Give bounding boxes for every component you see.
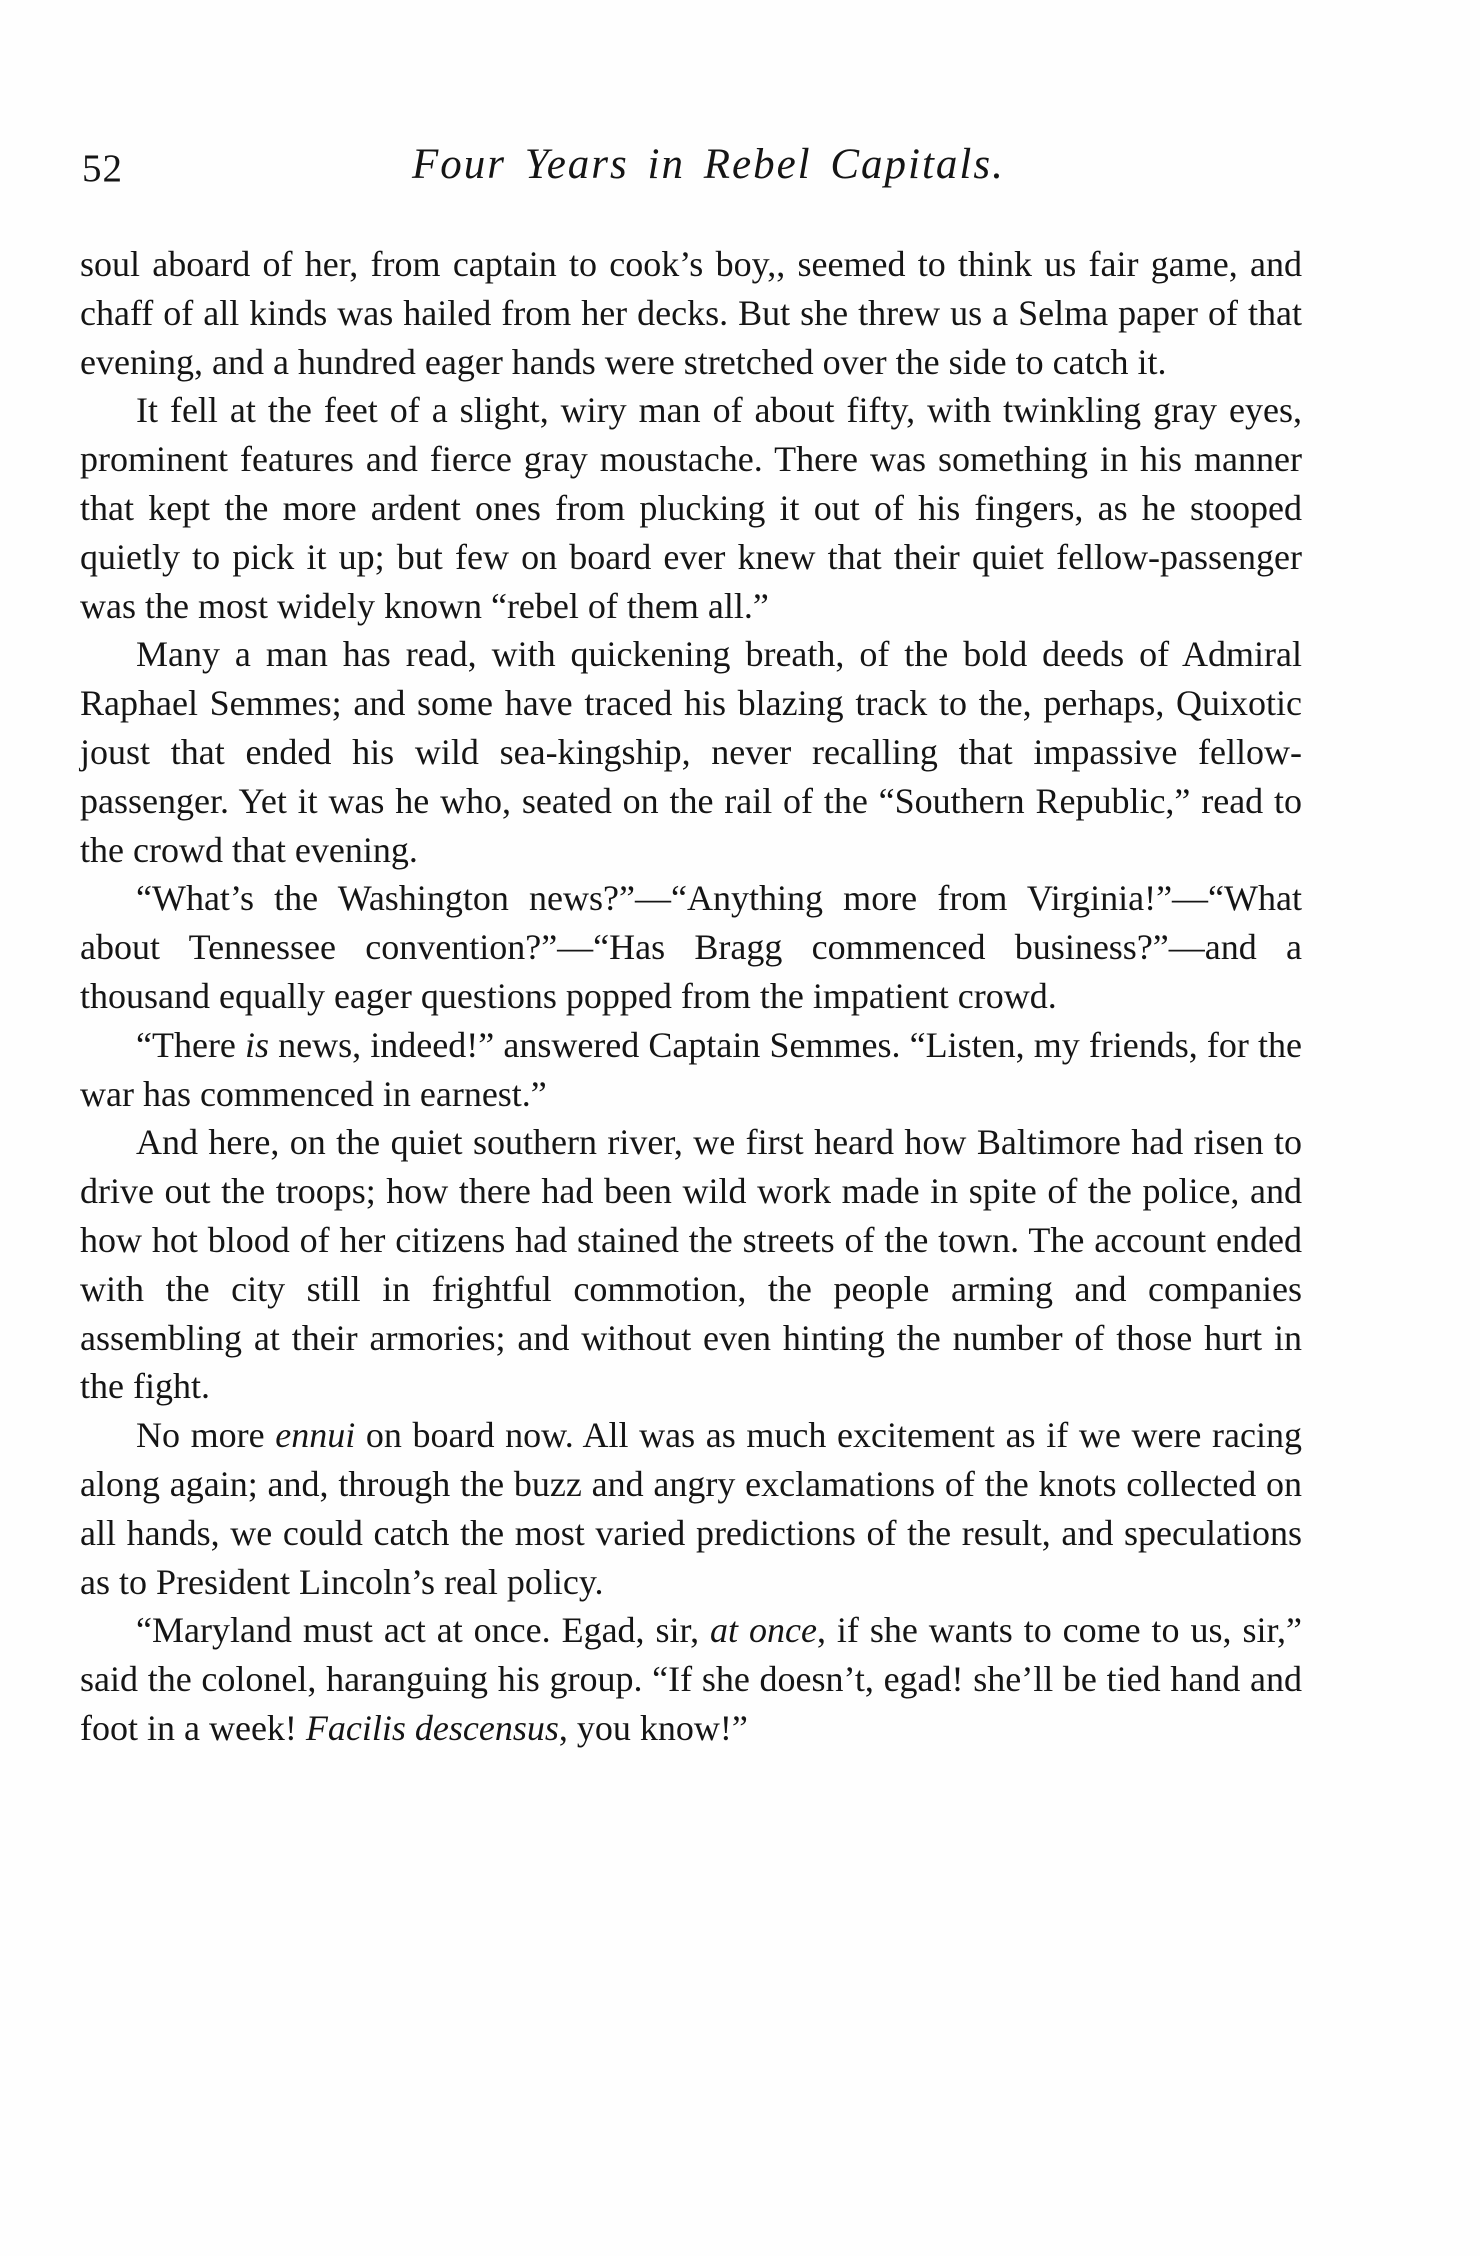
- text-run: No more: [136, 1415, 276, 1456]
- italic-text: at once: [710, 1610, 817, 1651]
- text-run: news, indeed!” answered Captain Semmes. “Listen, my friends, for the war has commenced in earnest.”: [80, 1024, 1302, 1114]
- text-run: And here, on the quiet southern river, we first heard how Baltimore had risen to drive out the troops; how there had been wild work made in spite of the police, and how hot blood of her citizens had stained the streets of the town. The account ended with the city still in frightful commotion, the people arming and companies assembling at their armories; and without even hinting the number of those hurt in the fight.: [80, 1122, 1302, 1407]
- paragraph: [80, 630, 1302, 874]
- page-number: 52: [82, 147, 123, 190]
- text-run: soul aboard of her, from captain to cook’s boy,, seemed to think us fair game, and chaff of all kinds was hailed from her decks. But she threw us a Selma paper of that evening, and a hundred eager hands were stretched over the side to catch it.: [80, 244, 1302, 382]
- text-run: It fell at the feet of a slight, wiry man of about fifty, with twinkling gray eyes, prominent features and fierce gray moustache. There was something in his manner that kept the more ardent ones from plucking it out of his fingers, as he stooped quietly to pick it up; but few on board ever knew that their quiet fellow-passenger was the most widely known “rebel of them all.”: [80, 390, 1302, 626]
- paragraph: [80, 1606, 1302, 1752]
- paragraph: [80, 386, 1302, 630]
- text-run: Many a man has read, with quickening breath, of the bold deeds of Admiral Raphael Semmes; and some have traced his blazing track to the, perhaps, Quixotic joust that ended his wild sea-kingship, never recalling that impassive fellow-passenger. Yet it was he who, seated on the rail of the “Southern Republic,” read to the crowd that evening.: [80, 634, 1302, 870]
- text-run: “There: [136, 1024, 246, 1065]
- text-run: , you know!”: [558, 1707, 748, 1748]
- paragraph: [80, 1021, 1302, 1119]
- running-title: Four Years in Rebel Capitals.: [412, 141, 1005, 188]
- paragraph: [80, 240, 1302, 386]
- italic-text: Facilis descensus: [305, 1707, 559, 1748]
- text-run: “What’s the Washington news?”—“Anything more from Virginia!”—“What about Tennessee convention?”—“Has Bragg commenced business?”—and a thousand equally eager questions popped from the impatient crowd.: [80, 878, 1302, 1016]
- italic-text: ennui: [275, 1415, 356, 1456]
- paragraph: [80, 1118, 1302, 1411]
- text-run: “Maryland must act at once. Egad, sir,: [136, 1610, 711, 1651]
- text-run: on board now. All was as much excitement as if we were racing along again; and, through the buzz and angry exclamations of the knots collected on all hands, we could catch the most varied predictions of the result, and speculations as to President Lincoln’s real policy.: [80, 1415, 1302, 1602]
- body-text: [80, 240, 1302, 1753]
- paragraph: [80, 874, 1302, 1020]
- italic-text: is: [245, 1024, 270, 1065]
- running-head: [82, 140, 1300, 200]
- paragraph: [80, 1411, 1302, 1606]
- text-run: , if she wants to come to us, sir,” said the colonel, haranguing his group. “If she doesn’t, egad! she’ll be tied hand and foot in a week!: [80, 1610, 1302, 1748]
